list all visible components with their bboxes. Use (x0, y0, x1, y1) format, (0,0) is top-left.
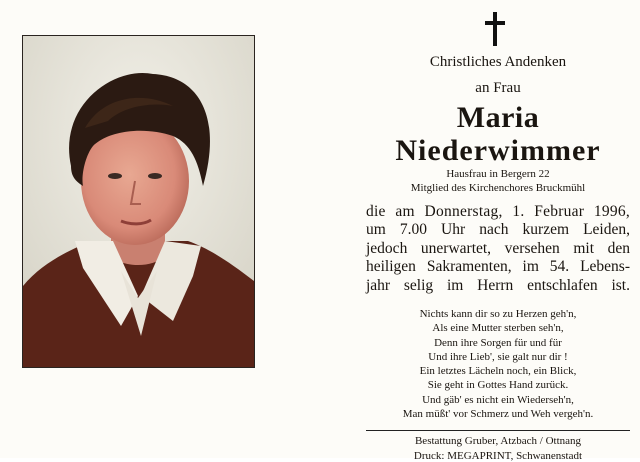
poem-line: Ein letztes Lächeln noch, ein Blick, (419, 365, 577, 378)
poem-line: Denn ihre Sorgen für und für (434, 336, 562, 349)
paragraph-line: die am Donnerstag, 1. Februar 1996, (366, 203, 630, 220)
poem-line: Und ihre Lieb', sie galt nur dir ! (428, 350, 568, 363)
paragraph-line: um 7.00 Uhr nach kurzem Leiden, (366, 221, 630, 239)
occupation: Hausfrau in Bergern 22 (446, 168, 550, 180)
obituary-text-column (366, 10, 630, 462)
last-name: Niederwimmer (395, 134, 601, 167)
poem (366, 307, 630, 421)
poem-line: Nichts kann dir so zu Herzen geh'n, (419, 308, 577, 320)
poem-line: Man müßt' vor Schmerz und Weh vergeh'n. (402, 408, 594, 421)
print-credit: Druck: MEGAPRINT, Schwanenstadt (413, 450, 583, 462)
paragraph-line: heiligen Sakramenten, im 54. Lebens- (366, 258, 630, 276)
cross-icon (482, 12, 508, 46)
death-notice-paragraph (366, 203, 630, 295)
heading: Christliches Andenken (429, 54, 567, 70)
poem-line: Und gäb' es nicht ein Wiederseh'n, (422, 393, 574, 406)
an-frau: an Frau (475, 80, 521, 96)
portrait-illustration (23, 36, 254, 367)
first-name: Maria (456, 101, 540, 134)
paragraph-line: jahr selig im Herrn entschlafen ist. (366, 276, 630, 294)
poem-line: Als eine Mutter sterben seh'n, (432, 322, 564, 335)
portrait-photo (22, 35, 255, 368)
poem-line: Sie geht in Gottes Hand zurück. (427, 379, 569, 392)
paragraph-line: jedoch unerwartet, versehen mit den (366, 239, 630, 257)
funeral-home: Bestattung Gruber, Atzbach / Ottnang (414, 435, 582, 447)
membership: Mitglied des Kirchenchores Bruckmühl (410, 182, 586, 194)
divider (366, 430, 630, 431)
